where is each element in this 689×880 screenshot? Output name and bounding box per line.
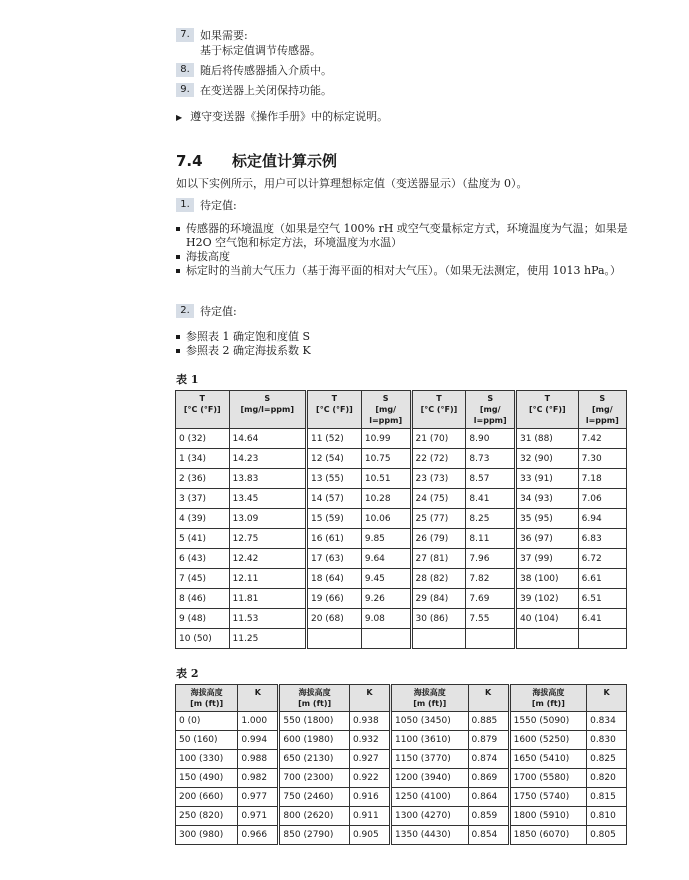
table-cell: 6 (43) <box>176 549 230 569</box>
table-cell: 50 (160) <box>176 731 238 750</box>
header-line: K <box>484 688 492 697</box>
table-cell: 12.75 <box>229 529 306 549</box>
note <box>176 109 388 125</box>
header-line: T <box>544 394 551 403</box>
table-cell: 1650 (5410) <box>509 750 587 769</box>
table-cell <box>466 629 516 649</box>
column-header <box>176 685 238 712</box>
column-header <box>361 391 411 429</box>
table-row <box>176 629 627 649</box>
section-title: 标定值计算示例 <box>232 152 338 170</box>
table-cell: 0.905 <box>349 826 390 845</box>
table-row <box>176 826 627 845</box>
table-cell: 1250 (4100) <box>391 788 469 807</box>
table-cell: 35 (95) <box>516 509 579 529</box>
table-cell: 0.932 <box>349 731 390 750</box>
table-cell: 1150 (3770) <box>391 750 469 769</box>
table-row <box>176 489 627 509</box>
table-cell: 40 (104) <box>516 609 579 629</box>
table-cell: 8.57 <box>466 469 516 489</box>
table-cell: 26 (79) <box>411 529 466 549</box>
table-cell: 16 (61) <box>306 529 361 549</box>
table-cell: 5 (41) <box>176 529 230 549</box>
table-cell: 0.982 <box>238 769 279 788</box>
table-cell: 8.11 <box>466 529 516 549</box>
table-cell: 21 (70) <box>411 429 466 449</box>
list-item: 海拔高度 <box>176 250 636 264</box>
table-cell: 0.810 <box>587 807 627 826</box>
table-row <box>176 712 627 731</box>
table-row <box>176 449 627 469</box>
header-line: [m (ft)] <box>190 699 224 708</box>
table-cell: 0.922 <box>349 769 390 788</box>
header-line: [°C (°F)] <box>183 405 221 414</box>
step-text: 基于标定值调节传感器。 <box>200 44 321 57</box>
table-cell: 250 (820) <box>176 807 238 826</box>
bullet-list-1 <box>176 222 636 278</box>
table-cell <box>411 629 466 649</box>
table-cell: 37 (99) <box>516 549 579 569</box>
table-cell: 650 (2130) <box>279 750 350 769</box>
header-line: S <box>487 394 494 403</box>
table-cell: 7.69 <box>466 589 516 609</box>
column-header <box>238 685 279 712</box>
table-cell: 0 (0) <box>176 712 238 731</box>
column-header <box>509 685 587 712</box>
table-header-row <box>176 391 627 429</box>
table-cell: 10.51 <box>361 469 411 489</box>
header-line: [mg/ <box>479 405 501 414</box>
table-row <box>176 769 627 788</box>
column-header <box>306 391 361 429</box>
table-cell: 33 (91) <box>516 469 579 489</box>
column-header <box>578 391 626 429</box>
table-cell: 10.06 <box>361 509 411 529</box>
table-cell: 0.834 <box>587 712 627 731</box>
column-header <box>176 391 230 429</box>
altitude-table <box>175 684 627 845</box>
table-cell: 9.64 <box>361 549 411 569</box>
saturation-table <box>175 390 627 649</box>
table-cell: 1750 (5740) <box>509 788 587 807</box>
header-line: T <box>199 394 205 403</box>
table-cell: 850 (2790) <box>279 826 350 845</box>
step-9 <box>176 83 332 98</box>
table-cell: 7.55 <box>466 609 516 629</box>
list-item: 参照表 2 确定海拔系数 K <box>176 344 636 358</box>
table-cell: 0.859 <box>468 807 509 826</box>
table-cell: 1100 (3610) <box>391 731 469 750</box>
column-header <box>466 391 516 429</box>
table-cell: 6.72 <box>578 549 626 569</box>
header-line: [°C (°F)] <box>528 405 566 414</box>
table-cell: 8 (46) <box>176 589 230 609</box>
table-cell: 0.911 <box>349 807 390 826</box>
table-cell: 38 (100) <box>516 569 579 589</box>
table-cell: 600 (1980) <box>279 731 350 750</box>
step-text: 随后将传感器插入介质中。 <box>200 64 332 77</box>
table-cell: 7.30 <box>578 449 626 469</box>
table-cell: 550 (1800) <box>279 712 350 731</box>
table-cell: 10 (50) <box>176 629 230 649</box>
table-cell: 3 (37) <box>176 489 230 509</box>
table-cell: 32 (90) <box>516 449 579 469</box>
table-cell: 10.28 <box>361 489 411 509</box>
table-row <box>176 731 627 750</box>
header-line: [°C (°F)] <box>316 405 353 414</box>
note-text: 遵守变送器《操作手册》中的标定说明。 <box>190 110 389 123</box>
table-cell: 8.41 <box>466 489 516 509</box>
header-line: K <box>366 688 373 697</box>
table-cell: 0.879 <box>468 731 509 750</box>
table-cell: 0.874 <box>468 750 509 769</box>
table-cell: 13.09 <box>229 509 306 529</box>
header-line: 海拔高度 <box>190 688 223 697</box>
table-row <box>176 788 627 807</box>
table-2-label: 表 2 <box>176 667 199 680</box>
bullet-list-2 <box>176 330 636 358</box>
table-cell: 12 (54) <box>306 449 361 469</box>
step-2 <box>176 304 237 319</box>
table-cell: 8.73 <box>466 449 516 469</box>
step-number: 8. <box>176 63 194 77</box>
table-cell: 800 (2620) <box>279 807 350 826</box>
table-cell: 9.26 <box>361 589 411 609</box>
table-cell: 8.25 <box>466 509 516 529</box>
table-cell: 7.06 <box>578 489 626 509</box>
table-cell <box>306 629 361 649</box>
header-line: [m (ft)] <box>298 699 332 708</box>
table-cell: 7.42 <box>578 429 626 449</box>
table-cell: 1 (34) <box>176 449 230 469</box>
step-text: 在变送器上关闭保持功能。 <box>200 84 332 97</box>
header-line: S <box>382 394 389 403</box>
step-number: 2. <box>176 304 194 318</box>
table-cell: 0.825 <box>587 750 627 769</box>
table-cell: 23 (73) <box>411 469 466 489</box>
header-line: [mg/l=ppm] <box>240 405 295 414</box>
table-cell: 0.885 <box>468 712 509 731</box>
table-cell: 11.25 <box>229 629 306 649</box>
table-cell: 11 (52) <box>306 429 361 449</box>
table-cell: 1600 (5250) <box>509 731 587 750</box>
table-cell: 0.864 <box>468 788 509 807</box>
table-row <box>176 469 627 489</box>
header-line: T <box>436 394 442 403</box>
table-cell: 7.18 <box>578 469 626 489</box>
step-1 <box>176 198 237 213</box>
table-cell: 7.96 <box>466 549 516 569</box>
table-cell: 1700 (5580) <box>509 769 587 788</box>
table-cell: 19 (66) <box>306 589 361 609</box>
step-text: 待定值: <box>200 199 237 212</box>
table-cell: 1550 (5090) <box>509 712 587 731</box>
step-7 <box>176 28 321 58</box>
step-text: 待定值: <box>200 305 237 318</box>
table-cell: 1850 (6070) <box>509 826 587 845</box>
header-line: [°C (°F)] <box>420 405 458 414</box>
table-cell: 0.938 <box>349 712 390 731</box>
table-cell: 700 (2300) <box>279 769 350 788</box>
table-cell: 1350 (4430) <box>391 826 469 845</box>
column-header <box>587 685 627 712</box>
table-row <box>176 807 627 826</box>
table-cell: 0.830 <box>587 731 627 750</box>
table-cell <box>361 629 411 649</box>
header-line: l=ppm] <box>369 416 403 425</box>
table-cell: 36 (97) <box>516 529 579 549</box>
table-cell: 29 (84) <box>411 589 466 609</box>
step-number: 1. <box>176 198 194 212</box>
table-cell: 300 (980) <box>176 826 238 845</box>
table-row <box>176 549 627 569</box>
list-item: 标定时的当前大气压力（基于海平面的相对大气压）。（如果无法测定，使用 1013 hPa。） <box>176 264 636 278</box>
table-cell <box>516 629 579 649</box>
table-cell: 0.869 <box>468 769 509 788</box>
table-cell: 1050 (3450) <box>391 712 469 731</box>
table-cell: 0.971 <box>238 807 279 826</box>
table-header-row <box>176 685 627 712</box>
header-line: [mg/ <box>591 405 613 414</box>
table-cell: 0.916 <box>349 788 390 807</box>
table-cell: 13 (55) <box>306 469 361 489</box>
header-line: S <box>264 394 271 403</box>
table-cell: 6.61 <box>578 569 626 589</box>
column-header <box>468 685 509 712</box>
header-line: l=ppm] <box>473 416 507 425</box>
step-number: 9. <box>176 83 194 97</box>
table-cell: 150 (490) <box>176 769 238 788</box>
list-item: 传感器的环境温度（如果是空气 100% rH 或空气变量标定方式，环境温度为气温；如果是 H2O 空气饱和标定方法，环境温度为水温） <box>176 222 636 250</box>
step-8 <box>176 63 332 78</box>
triangle-right-icon: ▶ <box>176 113 183 122</box>
table-cell: 750 (2460) <box>279 788 350 807</box>
table-cell: 100 (330) <box>176 750 238 769</box>
table-cell: 0.994 <box>238 731 279 750</box>
table-cell: 31 (88) <box>516 429 579 449</box>
table-cell: 10.99 <box>361 429 411 449</box>
table-cell: 0.815 <box>587 788 627 807</box>
table-cell: 15 (59) <box>306 509 361 529</box>
table-cell: 0 (32) <box>176 429 230 449</box>
table-cell: 4 (39) <box>176 509 230 529</box>
table-row <box>176 609 627 629</box>
table-cell: 6.83 <box>578 529 626 549</box>
table-cell: 34 (93) <box>516 489 579 509</box>
table-cell: 6.41 <box>578 609 626 629</box>
table-cell: 6.94 <box>578 509 626 529</box>
header-line: 海拔高度 <box>413 688 446 697</box>
table-cell: 7.82 <box>466 569 516 589</box>
column-header <box>391 685 469 712</box>
table-cell: 10.75 <box>361 449 411 469</box>
table-cell: 13.83 <box>229 469 306 489</box>
header-line: 海拔高度 <box>298 688 331 697</box>
table-cell: 9 (48) <box>176 609 230 629</box>
table-row <box>176 429 627 449</box>
table-cell: 9.08 <box>361 609 411 629</box>
column-header <box>349 685 390 712</box>
table-row <box>176 569 627 589</box>
table-cell: 28 (82) <box>411 569 466 589</box>
table-cell: 25 (77) <box>411 509 466 529</box>
list-item: 参照表 1 确定饱和度值 S <box>176 330 636 344</box>
table-cell <box>578 629 626 649</box>
header-line: [m (ft)] <box>531 699 565 708</box>
table-cell: 1.000 <box>238 712 279 731</box>
header-line: K <box>603 688 610 697</box>
step-text: 如果需要: <box>200 29 248 42</box>
header-line: l=ppm] <box>585 416 619 425</box>
section-heading <box>176 150 337 171</box>
column-header <box>279 685 350 712</box>
header-line: 海拔高度 <box>532 688 565 697</box>
header-line: [mg/ <box>375 405 396 414</box>
table-cell: 11.81 <box>229 589 306 609</box>
header-line: K <box>254 688 261 697</box>
table-cell: 39 (102) <box>516 589 579 609</box>
table-row <box>176 750 627 769</box>
table-cell: 24 (75) <box>411 489 466 509</box>
table-cell: 1800 (5910) <box>509 807 587 826</box>
header-line: S <box>599 394 606 403</box>
table-cell: 0.988 <box>238 750 279 769</box>
table-cell: 0.927 <box>349 750 390 769</box>
column-header <box>411 391 466 429</box>
table-cell: 12.11 <box>229 569 306 589</box>
table-cell: 30 (86) <box>411 609 466 629</box>
table-cell: 0.854 <box>468 826 509 845</box>
table-cell: 0.977 <box>238 788 279 807</box>
table-cell: 12.42 <box>229 549 306 569</box>
table-cell: 27 (81) <box>411 549 466 569</box>
table-cell: 1200 (3940) <box>391 769 469 788</box>
table-1-label: 表 1 <box>176 373 199 386</box>
table-cell: 0.805 <box>587 826 627 845</box>
table-cell: 9.45 <box>361 569 411 589</box>
table-cell: 1300 (4270) <box>391 807 469 826</box>
column-header <box>229 391 306 429</box>
header-line: [m (ft)] <box>413 699 447 708</box>
table-cell: 14.23 <box>229 449 306 469</box>
table-cell: 14 (57) <box>306 489 361 509</box>
table-cell: 2 (36) <box>176 469 230 489</box>
table-cell: 13.45 <box>229 489 306 509</box>
table-row <box>176 509 627 529</box>
table-cell: 9.85 <box>361 529 411 549</box>
section-number: 7.4 <box>176 152 203 170</box>
table-cell: 20 (68) <box>306 609 361 629</box>
table-row <box>176 529 627 549</box>
table-cell: 14.64 <box>229 429 306 449</box>
table-row <box>176 589 627 609</box>
table-cell: 200 (660) <box>176 788 238 807</box>
header-line: T <box>331 394 338 403</box>
intro-text: 如以下实例所示，用户可以计算理想标定值（变送器显示）（盐度为 0）。 <box>176 177 528 190</box>
table-cell: 22 (72) <box>411 449 466 469</box>
table-cell: 11.53 <box>229 609 306 629</box>
table-cell: 6.51 <box>578 589 626 609</box>
table-cell: 17 (63) <box>306 549 361 569</box>
table-cell: 0.820 <box>587 769 627 788</box>
step-number: 7. <box>176 28 194 42</box>
table-cell: 18 (64) <box>306 569 361 589</box>
column-header <box>516 391 579 429</box>
table-cell: 7 (45) <box>176 569 230 589</box>
table-cell: 0.966 <box>238 826 279 845</box>
table-cell: 8.90 <box>466 429 516 449</box>
